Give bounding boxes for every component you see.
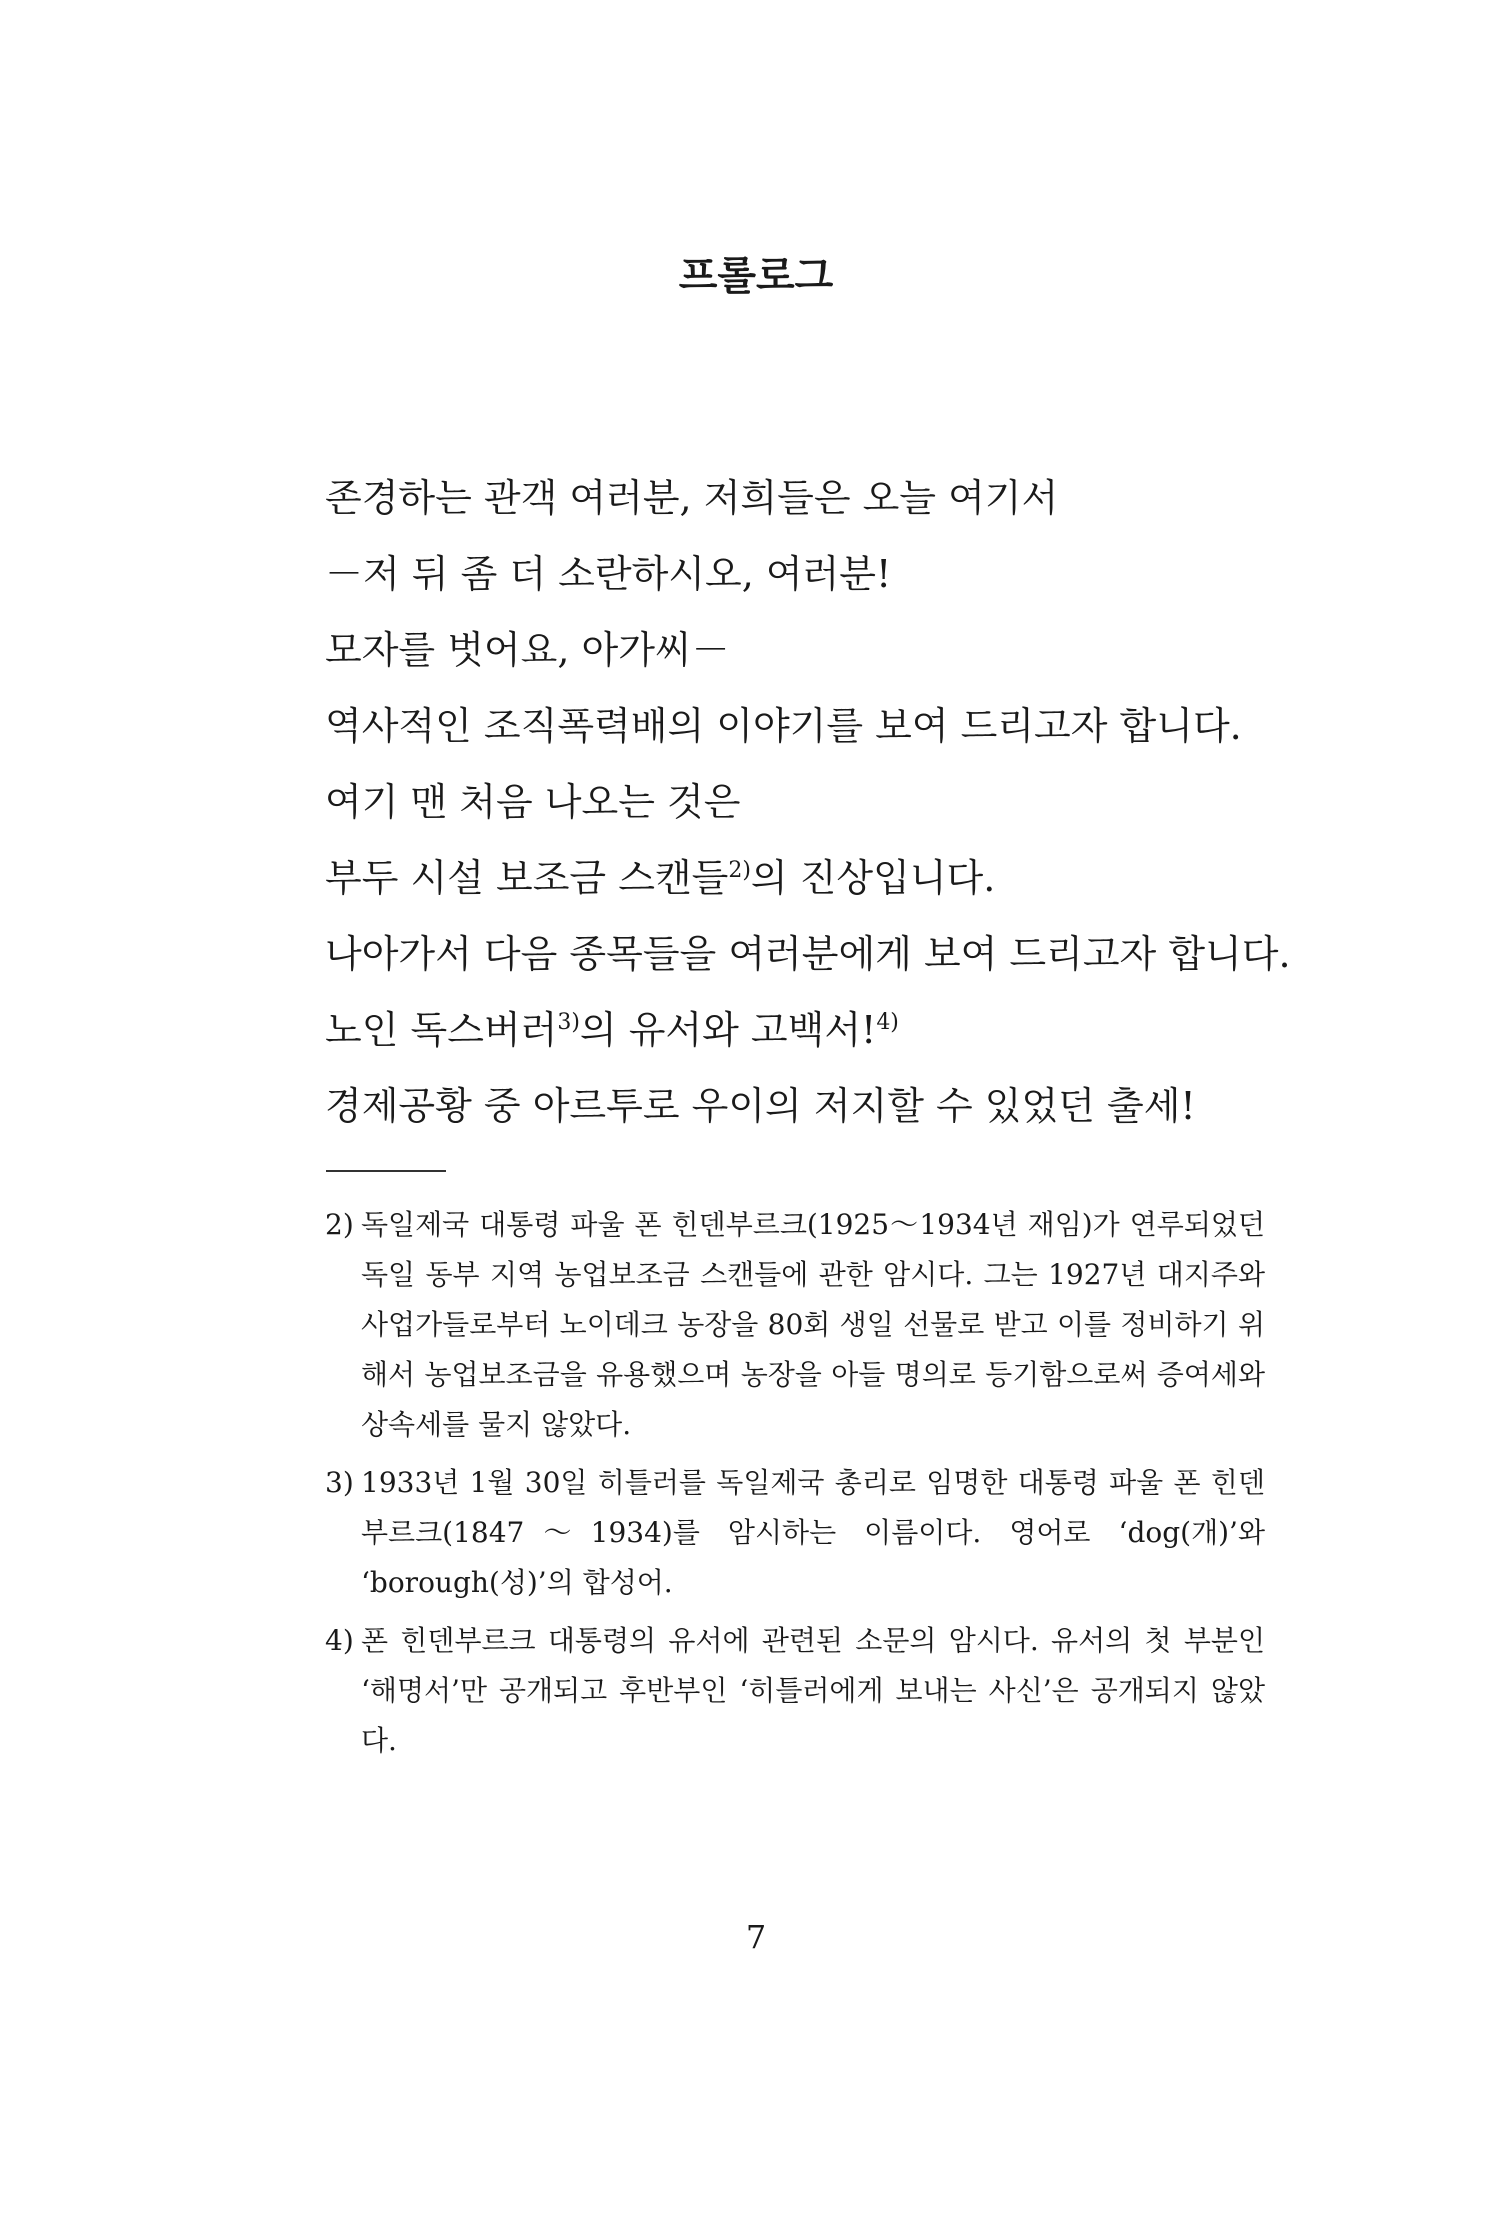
verse-text: 모자를 벗어요, 아가씨－ bbox=[325, 628, 730, 672]
prologue-verse bbox=[325, 468, 1325, 1152]
footnote-4 bbox=[325, 1616, 1265, 1766]
page-number: 7 bbox=[745, 1918, 767, 1956]
verse-line-5 bbox=[325, 772, 1325, 848]
verse-text: 노인 독스버러 bbox=[325, 1008, 558, 1052]
verse-text: 역사적인 조직폭력배의 이야기를 보여 드리고자 합니다. bbox=[325, 704, 1242, 748]
verse-line-2 bbox=[325, 544, 1325, 620]
footnote-marker: 2) bbox=[325, 1208, 354, 1241]
footnote-ref-3[interactable]: 3) bbox=[557, 1010, 580, 1035]
verse-line-7 bbox=[325, 924, 1325, 1000]
verse-line-3 bbox=[325, 620, 1325, 696]
footnote-divider bbox=[326, 1170, 446, 1172]
verse-text: 의 진상입니다. bbox=[750, 856, 996, 900]
verse-text: 부두 시설 보조금 스캔들 bbox=[325, 856, 729, 900]
verse-text: 존경하는 관객 여러분, 저희들은 오늘 여기서 bbox=[325, 476, 1059, 520]
verse-text: 경제공황 중 아르투로 우이의 저지할 수 있었던 출세! bbox=[325, 1084, 1196, 1128]
footnote-marker: 3) bbox=[325, 1466, 354, 1499]
footnote-marker: 4) bbox=[325, 1624, 354, 1657]
verse-line-8 bbox=[325, 1000, 1325, 1076]
footnote-text: 독일제국 대통령 파울 폰 힌덴부르크(1925～1934년 재임)가 연루되었던 독일 동부 지역 농업보조금 스캔들에 관한 암시다. 그는 1927년 대지주와 사업가들로부터 노이데크 농장을 80회 생일 선물로 받고 이를 정비하기 위해서 농업보조금을 유용했으며 농장을 아들 명의로 등기함으로써 증여세와 상속세를 물지 않았다. bbox=[361, 1208, 1265, 1441]
footnote-text: 1933년 1월 30일 히틀러를 독일제국 총리로 임명한 대통령 파울 폰 힌덴부르크(1847～1934)를 암시하는 이름이다. 영어로 ‘dog(개)’와 ‘borough(성)’의 합성어. bbox=[361, 1466, 1265, 1599]
verse-line-1 bbox=[325, 468, 1325, 544]
verse-text: 여기 맨 처음 나오는 것은 bbox=[325, 780, 741, 824]
footnote-ref-4[interactable]: 4) bbox=[876, 1010, 899, 1035]
verse-text: －저 뒤 좀 더 소란하시오, 여러분! bbox=[325, 552, 892, 596]
verse-line-9 bbox=[325, 1076, 1325, 1152]
verse-text: 의 유서와 고백서! bbox=[579, 1008, 877, 1052]
footnotes bbox=[325, 1200, 1265, 1774]
footnote-ref-2[interactable]: 2) bbox=[728, 858, 751, 883]
verse-text: 나아가서 다음 종목들을 여러분에게 보여 드리고자 합니다. bbox=[325, 932, 1291, 976]
verse-line-6 bbox=[325, 848, 1325, 924]
footnote-3 bbox=[325, 1458, 1265, 1608]
footnote-2 bbox=[325, 1200, 1265, 1450]
verse-line-4 bbox=[325, 696, 1325, 772]
page-title: 프롤로그 bbox=[678, 252, 834, 299]
footnote-text: 폰 힌덴부르크 대통령의 유서에 관련된 소문의 암시다. 유서의 첫 부분인 ‘해명서’만 공개되고 후반부인 ‘히틀러에게 보내는 사신’은 공개되지 않았다. bbox=[361, 1624, 1265, 1757]
